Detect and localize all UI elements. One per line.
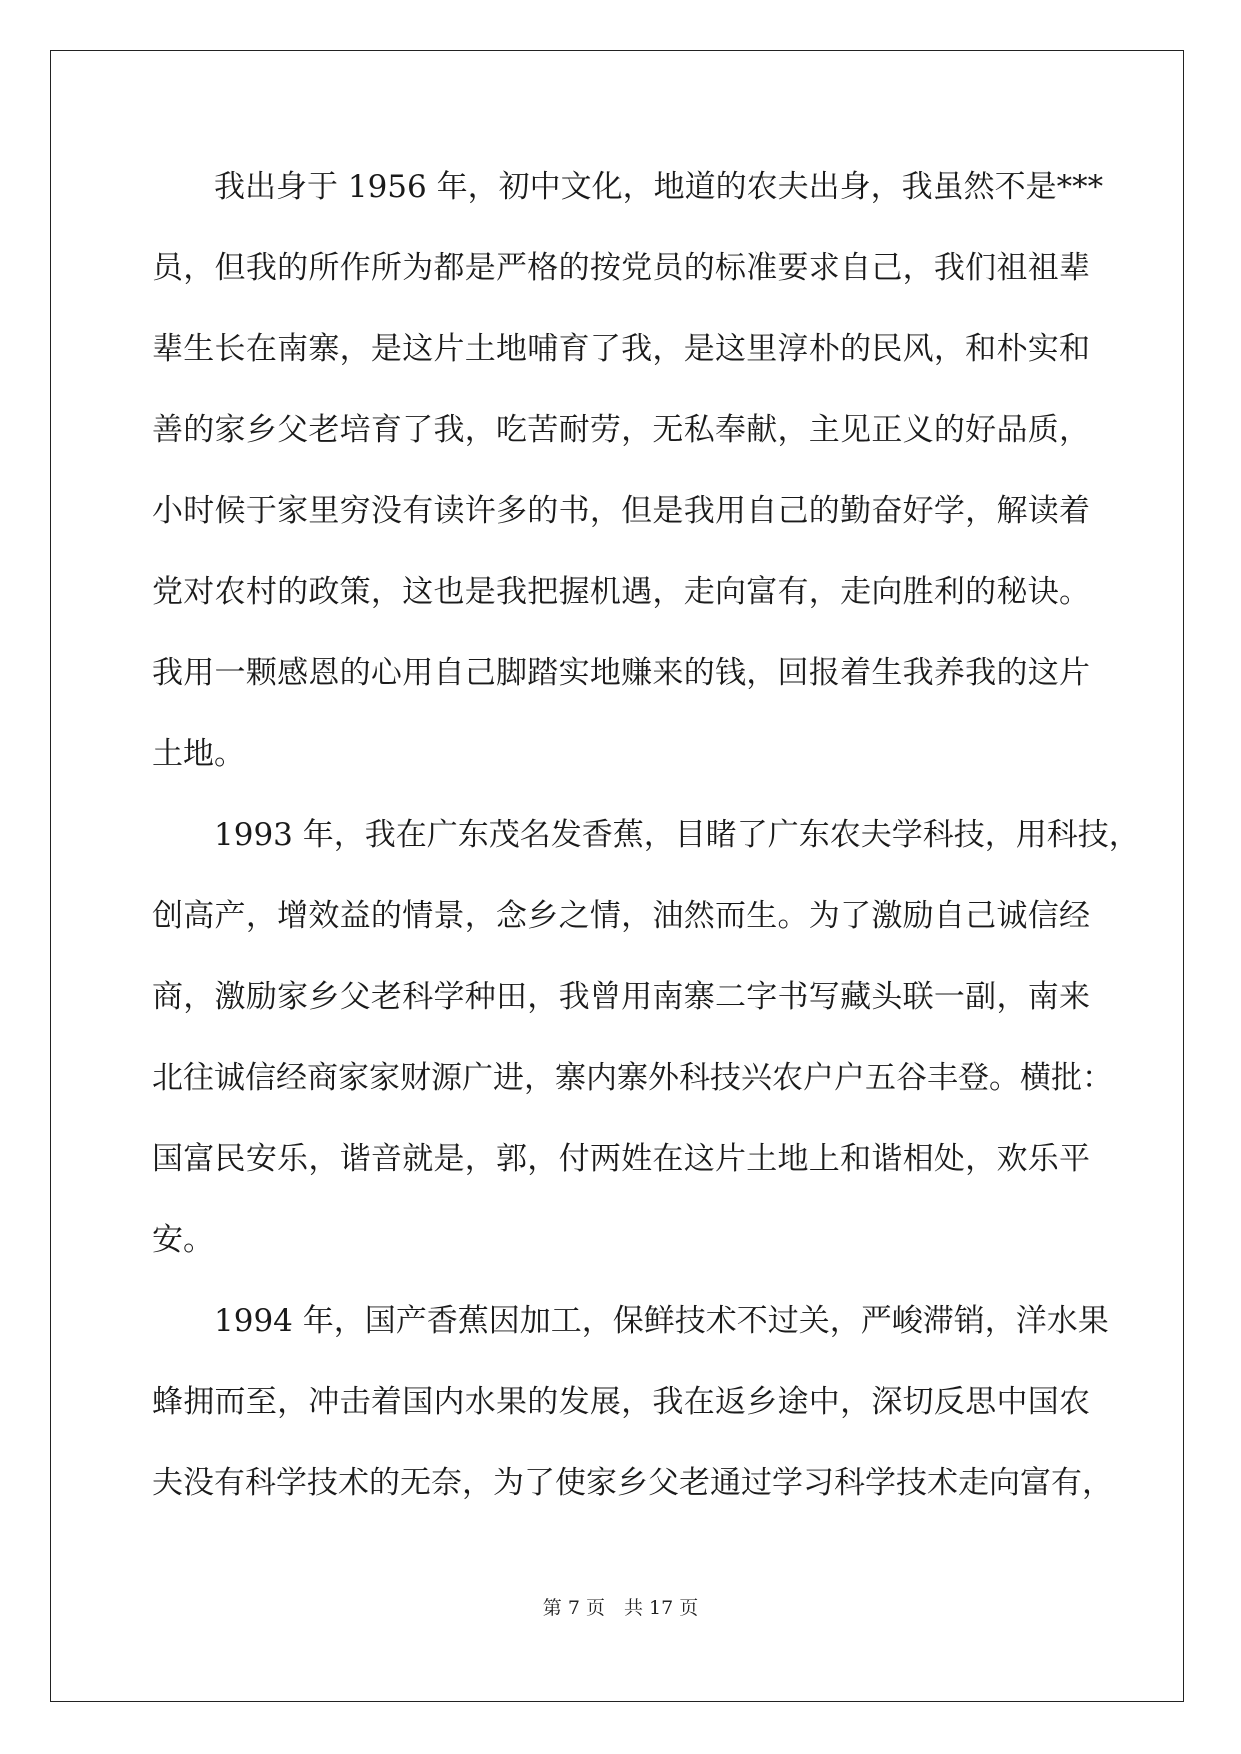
text-line: 安。: [152, 1222, 214, 1258]
text-line: 辈生长在南寨，是这片土地哺育了我，是这里淳朴的民风，和朴实和: [152, 331, 1090, 367]
text-line: 善的家乡父老培育了我，吃苦耐劳，无私奉献，主见正义的好品质，: [152, 412, 1090, 448]
text-line: 1993 年，我在广东茂名发香蕉，目睹了广东农夫学科技，用科技，: [214, 817, 1140, 853]
text-line: 党对农村的政策，这也是我把握机遇，走向富有，走向胜利的秘诀。: [152, 574, 1090, 610]
text-line: 我出身于 1956 年，初中文化，地道的农夫出身，我虽然不是***: [214, 169, 1104, 205]
text-line: 国富民安乐，谐音就是，郭，付两姓在这片土地上和谐相处，欢乐平: [152, 1141, 1090, 1177]
text-line: 夫没有科学技术的无奈，为了使家乡父老通过学习科学技术走向富有，: [152, 1465, 1113, 1501]
text-line: 小时候于家里穷没有读许多的书，但是我用自己的勤奋好学，解读着: [152, 493, 1090, 529]
document-body: [152, 168, 1140, 1545]
page-number-footer: 第 7 页 共 17 页: [542, 1597, 699, 1619]
text-line: 1994 年，国产香蕉因加工，保鲜技术不过关，严峻滞销，洋水果: [214, 1303, 1109, 1339]
text-line: 土地。: [152, 736, 245, 772]
text-line: 创高产，增效益的情景，念乡之情，油然而生。为了激励自己诚信经: [152, 898, 1090, 934]
text-line: 商，激励家乡父老科学种田，我曾用南寨二字书写藏头联一副，南来: [152, 979, 1090, 1015]
text-line: 我用一颗感恩的心用自己脚踏实地赚来的钱，回报着生我养我的这片: [152, 655, 1090, 691]
text-line: 员，但我的所作所为都是严格的按党员的标准要求自己，我们祖祖辈: [152, 250, 1090, 286]
text-line: 北往诚信经商家家财源广进，寨内寨外科技兴农户户五谷丰登。横批：: [152, 1060, 1113, 1096]
text-line: 蜂拥而至，冲击着国内水果的发展，我在返乡途中，深切反思中国农: [152, 1384, 1090, 1420]
